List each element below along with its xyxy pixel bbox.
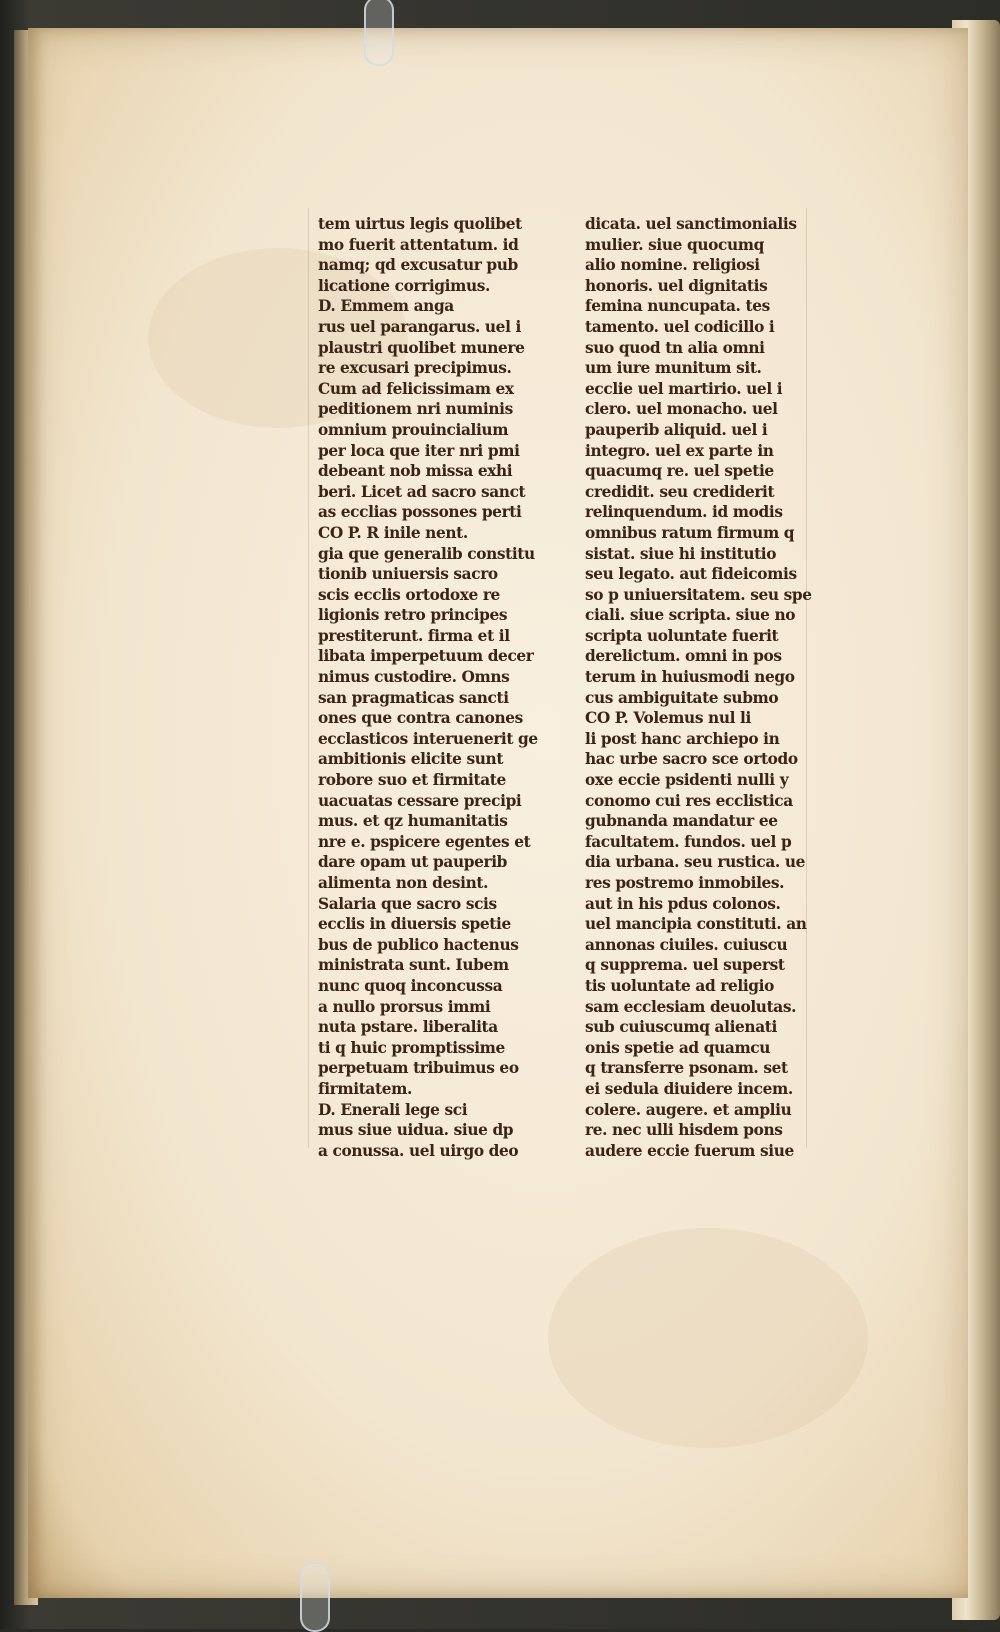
text-line: annonas ciuiles. cuiuscu [585,934,788,954]
text-line: ones que contra canones [318,708,523,728]
text-line: ti q huic promptissime [318,1037,505,1057]
text-line: beri. Licet ad sacro sanct [318,481,526,501]
text-line: libata imperpetuum decer [318,646,534,666]
page-stain [548,1228,868,1448]
text-line: femina nuncupata. tes [585,296,770,316]
text-line: gia que generalib constitu [318,543,535,563]
text-line: hac urbe sacro sce ortodo [585,749,798,769]
text-line: D. Emmem anga [318,296,454,316]
text-line: nre e. pspicere egentes et [318,831,531,851]
text-line: firmitatem. [318,1078,412,1098]
text-line: ministrata sunt. Iubem [318,955,509,975]
text-line: namq; qd excusatur pub [318,255,518,275]
text-line: derelictum. omni in pos [585,646,782,666]
text-line: nunc quoq inconcussa [318,975,503,995]
text-line: tis uoluntate ad religio [585,975,774,995]
text-line: sam ecclesiam deuolutas. [585,996,797,1016]
text-line: dicata. uel sanctimonialis [585,214,797,233]
text-line: a nullo prorsus immi [318,996,491,1016]
text-line: Cum ad felicissimam ex [318,378,514,398]
text-line: um iure munitum sit. [585,358,762,378]
text-line: audere eccie fuerum siue [585,1140,794,1160]
text-line: ecclie uel martirio. uel i [585,378,783,398]
text-line: ambitionis elicite sunt [318,749,504,769]
text-line: perpetuam tribuimus eo [318,1058,519,1078]
text-line: nimus custodire. Omns [318,667,510,687]
text-line: oxe eccie psidenti nulli y [585,770,789,790]
text-line: tem uirtus legis quolibet [318,214,522,233]
text-line: ligionis retro principes [318,605,508,625]
text-line: nuta pstare. liberalita [318,1017,498,1037]
text-line: mus. et qz humanitatis [318,811,508,831]
text-line: conomo cui res ecclistica [585,790,793,810]
right-text-column [585,214,825,1161]
text-line: honoris. uel dignitatis [585,275,768,295]
text-line: integro. uel ex parte in [585,440,774,460]
text-line: sistat. siue hi institutio [585,543,777,563]
text-line: per loca que iter nri pmi [318,440,520,460]
text-line: robore suo et firmitate [318,770,506,790]
text-line: scis ecclis ortodoxe re [318,584,500,604]
text-line: uacuatas cessare precipi [318,790,522,810]
text-line: peditionem nri numinis [318,399,513,419]
text-line: q supprema. uel superst [585,955,785,975]
text-line: sub cuiuscumq alienati [585,1017,777,1037]
text-line: rus uel parangarus. uel i [318,316,521,336]
text-line: seu legato. aut fideicomis [585,564,797,584]
text-line: omnium prouincialium [318,419,509,439]
text-line: credidit. seu crediderit [585,481,775,501]
text-line: CO P. R inile nent. [318,522,468,542]
text-line: facultatem. fundos. uel p [585,831,792,851]
text-line: cus ambiguitate submo [585,687,779,707]
text-line: ciali. siue scripta. siue no [585,605,796,625]
text-line: tamento. uel codicillo i [585,316,775,336]
text-line: suo quod tn alia omni [585,337,765,357]
text-line: relinquendum. id modis [585,502,783,522]
text-line: as ecclias possones perti [318,502,522,522]
text-line: dare opam ut pauperib [318,852,508,872]
text-line: mulier. siue quocumq [585,234,765,254]
text-line: mus siue uidua. siue dp [318,1120,514,1140]
text-line: quacumq re. uel spetie [585,461,774,481]
text-line: aut in his pdus colonos. [585,893,781,913]
text-line: dia urbana. seu rustica. ue [585,852,805,872]
text-line: pauperib aliquid. uel i [585,419,768,439]
text-line: mo fuerit attentatum. id [318,234,519,254]
page-clip-top [364,0,394,66]
text-line: omnibus ratum firmum q [585,522,795,542]
text-line: alimenta non desint. [318,873,489,892]
text-line: clero. uel monacho. uel [585,399,778,419]
text-line: prestiterunt. firma et il [318,625,510,645]
text-line: re. nec ulli hisdem pons [585,1120,783,1140]
text-line: alio nomine. religiosi [585,255,760,275]
text-line: ei sedula diuidere incem. [585,1078,793,1098]
text-line: bus de publico hactenus [318,934,519,954]
text-line: q transferre psonam. set [585,1058,788,1078]
left-text-column [318,214,558,1161]
text-line: re excusari precipimus. [318,358,512,378]
text-line: res postremo inmobiles. [585,873,785,892]
text-line: uel mancipia constituti. an [585,914,807,934]
text-line: ecclasticos interuenerit ge [318,728,538,748]
text-line: so p uniuersitatem. seu spe [585,584,812,604]
text-line: terum in huiusmodi nego [585,667,795,687]
text-line: tionib uniuersis sacro [318,564,498,584]
text-line: D. Enerali lege sci [318,1099,468,1119]
text-line: a conussa. uel uirgo deo [318,1140,519,1160]
text-line: CO P. Volemus nul li [585,708,751,728]
text-line: debeant nob missa exhi [318,461,513,481]
text-line: ecclis in diuersis spetie [318,914,511,934]
text-line: scripta uoluntate fuerit [585,625,779,645]
text-line: Salaria que sacro scis [318,893,497,913]
text-line: licatione corrigimus. [318,275,490,295]
text-line: colere. augere. et ampliu [585,1099,792,1119]
page-clip-bottom [300,1562,330,1632]
text-line: onis spetie ad quamcu [585,1037,771,1057]
text-line: li post hanc archiepo in [585,728,780,748]
text-line: plaustri quolibet munere [318,337,525,357]
text-line: gubnanda mandatur ee [585,811,778,831]
text-line: san pragmaticas sancti [318,687,509,707]
ruling-line [308,208,309,1148]
